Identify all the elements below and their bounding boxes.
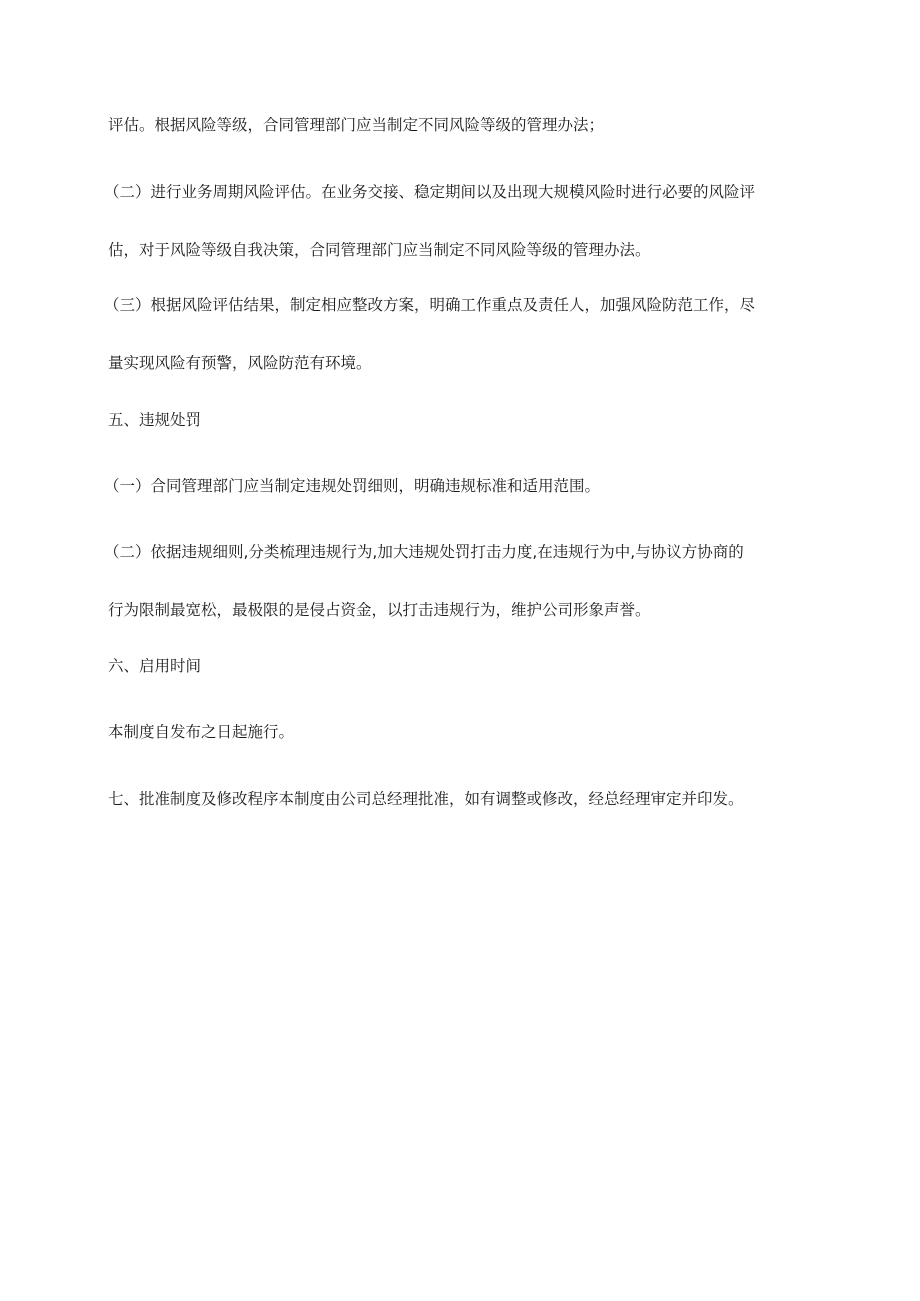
text-line: 五、违规处罚 bbox=[108, 411, 202, 429]
heading-violation-penalty bbox=[108, 391, 820, 449]
text-line: 本制度自发布之日起施行。 bbox=[108, 723, 295, 741]
text-line: 量实现风险有预警，风险防范有环境。 bbox=[108, 354, 372, 372]
text-line: （三）根据风险评估结果，制定相应整改方案，明确工作重点及责任人，加强风险防范工作，尽 bbox=[104, 296, 756, 314]
text-line: （二）进行业务周期风险评估。在业务交接、稳定期间以及出现大规模风险时进行必要的风险评 bbox=[104, 183, 756, 201]
heading-effective-date bbox=[108, 637, 820, 695]
paragraph-approval-procedure bbox=[108, 770, 820, 828]
text-line: 行为限制最宽松，最极限的是侵占资金，以打击违规行为，维护公司形象声誉。 bbox=[108, 601, 651, 619]
paragraph-business-cycle-assessment bbox=[104, 163, 816, 279]
paragraph-rectification-plan bbox=[104, 276, 816, 392]
text-line: （二）依据违规细则,分类梳理违规行为,加大违规处罚打击力度,在违规行为中,与协议方协商的 bbox=[104, 543, 744, 561]
paragraph-effective-statement bbox=[108, 703, 820, 761]
paragraph-risk-grading bbox=[108, 96, 820, 154]
text-line: 七、批准制度及修改程序本制度由公司总经理批准，如有调整或修改，经总经理审定并印发。 bbox=[108, 790, 744, 808]
text-line: 估，对于风险等级自我决策，合同管理部门应当制定不同风险等级的管理办法。 bbox=[108, 241, 651, 259]
text-line: （一）合同管理部门应当制定违规处罚细则，明确违规标准和适用范围。 bbox=[104, 477, 601, 495]
paragraph-penalty-rules bbox=[104, 457, 816, 515]
text-line: 评估。根据风险等级，合同管理部门应当制定不同风险等级的管理办法； bbox=[108, 116, 605, 134]
text-line: 六、启用时间 bbox=[108, 657, 202, 675]
paragraph-violation-handling bbox=[104, 523, 816, 639]
